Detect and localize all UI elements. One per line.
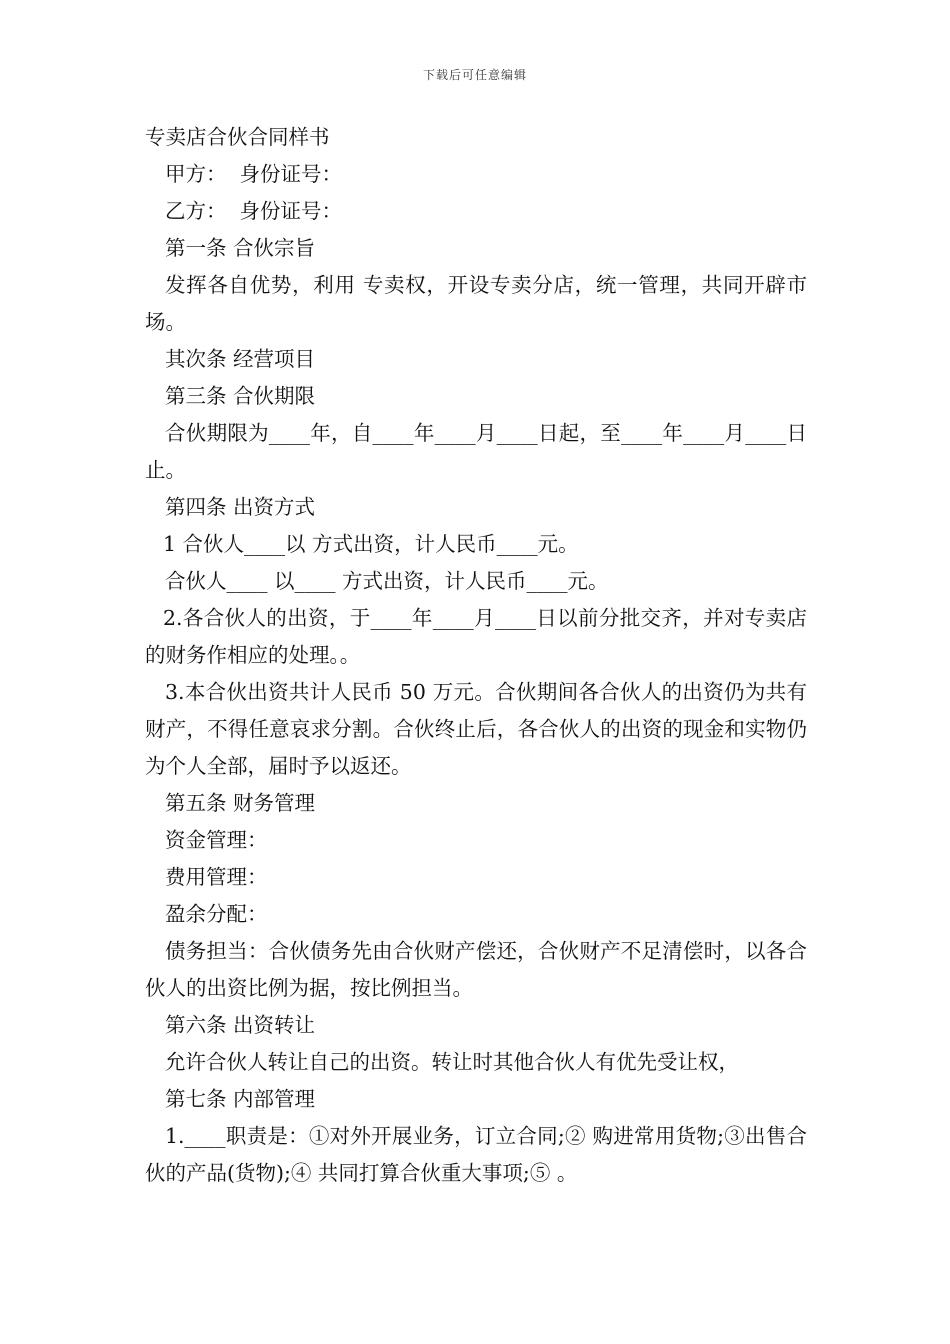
contract-document xyxy=(145,119,807,1192)
article-5-fund: 资金管理： xyxy=(165,828,268,852)
article-7-item-1: 1.____职责是：①对外开展业务，订立合同;② 购进常用货物;③出售合伙的产品(货物);④ 共同打算合伙重大事项;⑤ 。 xyxy=(145,1124,807,1185)
article-5-heading: 第五条 财务管理 xyxy=(165,791,316,815)
article-4-item-1: 1 合伙人____以 方式出资，计人民币____元。 xyxy=(163,532,579,556)
article-2-heading: 其次条 经营项目 xyxy=(165,347,316,371)
article-4-item-1b: 合伙人____ 以____ 方式出资，计人民币____元。 xyxy=(165,569,609,593)
article-3-heading: 第三条 合伙期限 xyxy=(165,384,316,408)
article-5-debt: 债务担当：合伙债务先由合伙财产偿还，合伙财产不足清偿时，以各合伙人的出资比例为据，按比例担当。 xyxy=(145,939,807,1000)
article-4-item-3: 3.本合伙出资共计人民币 50 万元。合伙期间各合伙人的出资仍为共有财产，不得任意哀求分割。合伙终止后，各合伙人的出资的现金和实物仍为个人全部，届时予以返还。 xyxy=(145,680,807,778)
party-b-line: 乙方： 身份证号： xyxy=(165,199,343,223)
article-1-heading: 第一条 合伙宗旨 xyxy=(165,236,316,260)
party-a-line: 甲方： 身份证号： xyxy=(165,162,343,186)
article-5-profit: 盈余分配： xyxy=(165,902,268,926)
article-1-body: 发挥各自优势，利用 专卖权，开设专卖分店，统一管理，共同开辟市场。 xyxy=(145,273,807,334)
document-title: 专卖店合伙合同样书 xyxy=(145,125,330,149)
article-3-body: 合伙期限为____年，自____年____月____日起，至____年____月____日止。 xyxy=(145,421,807,482)
article-4-item-2: 2.各合伙人的出资，于____年____月____日以前分批交齐，并对专卖店的财务作相应的处理。。 xyxy=(145,606,807,667)
article-6-heading: 第六条 出资转让 xyxy=(165,1013,316,1037)
article-6-body: 允许合伙人转让自己的出资。转让时其他合伙人有优先受让权， xyxy=(165,1050,739,1074)
article-4-heading: 第四条 出资方式 xyxy=(165,495,316,519)
article-7-heading: 第七条 内部管理 xyxy=(165,1087,316,1111)
page-header-note: 下载后可任意编辑 xyxy=(422,68,527,82)
article-5-cost: 费用管理： xyxy=(165,865,268,889)
